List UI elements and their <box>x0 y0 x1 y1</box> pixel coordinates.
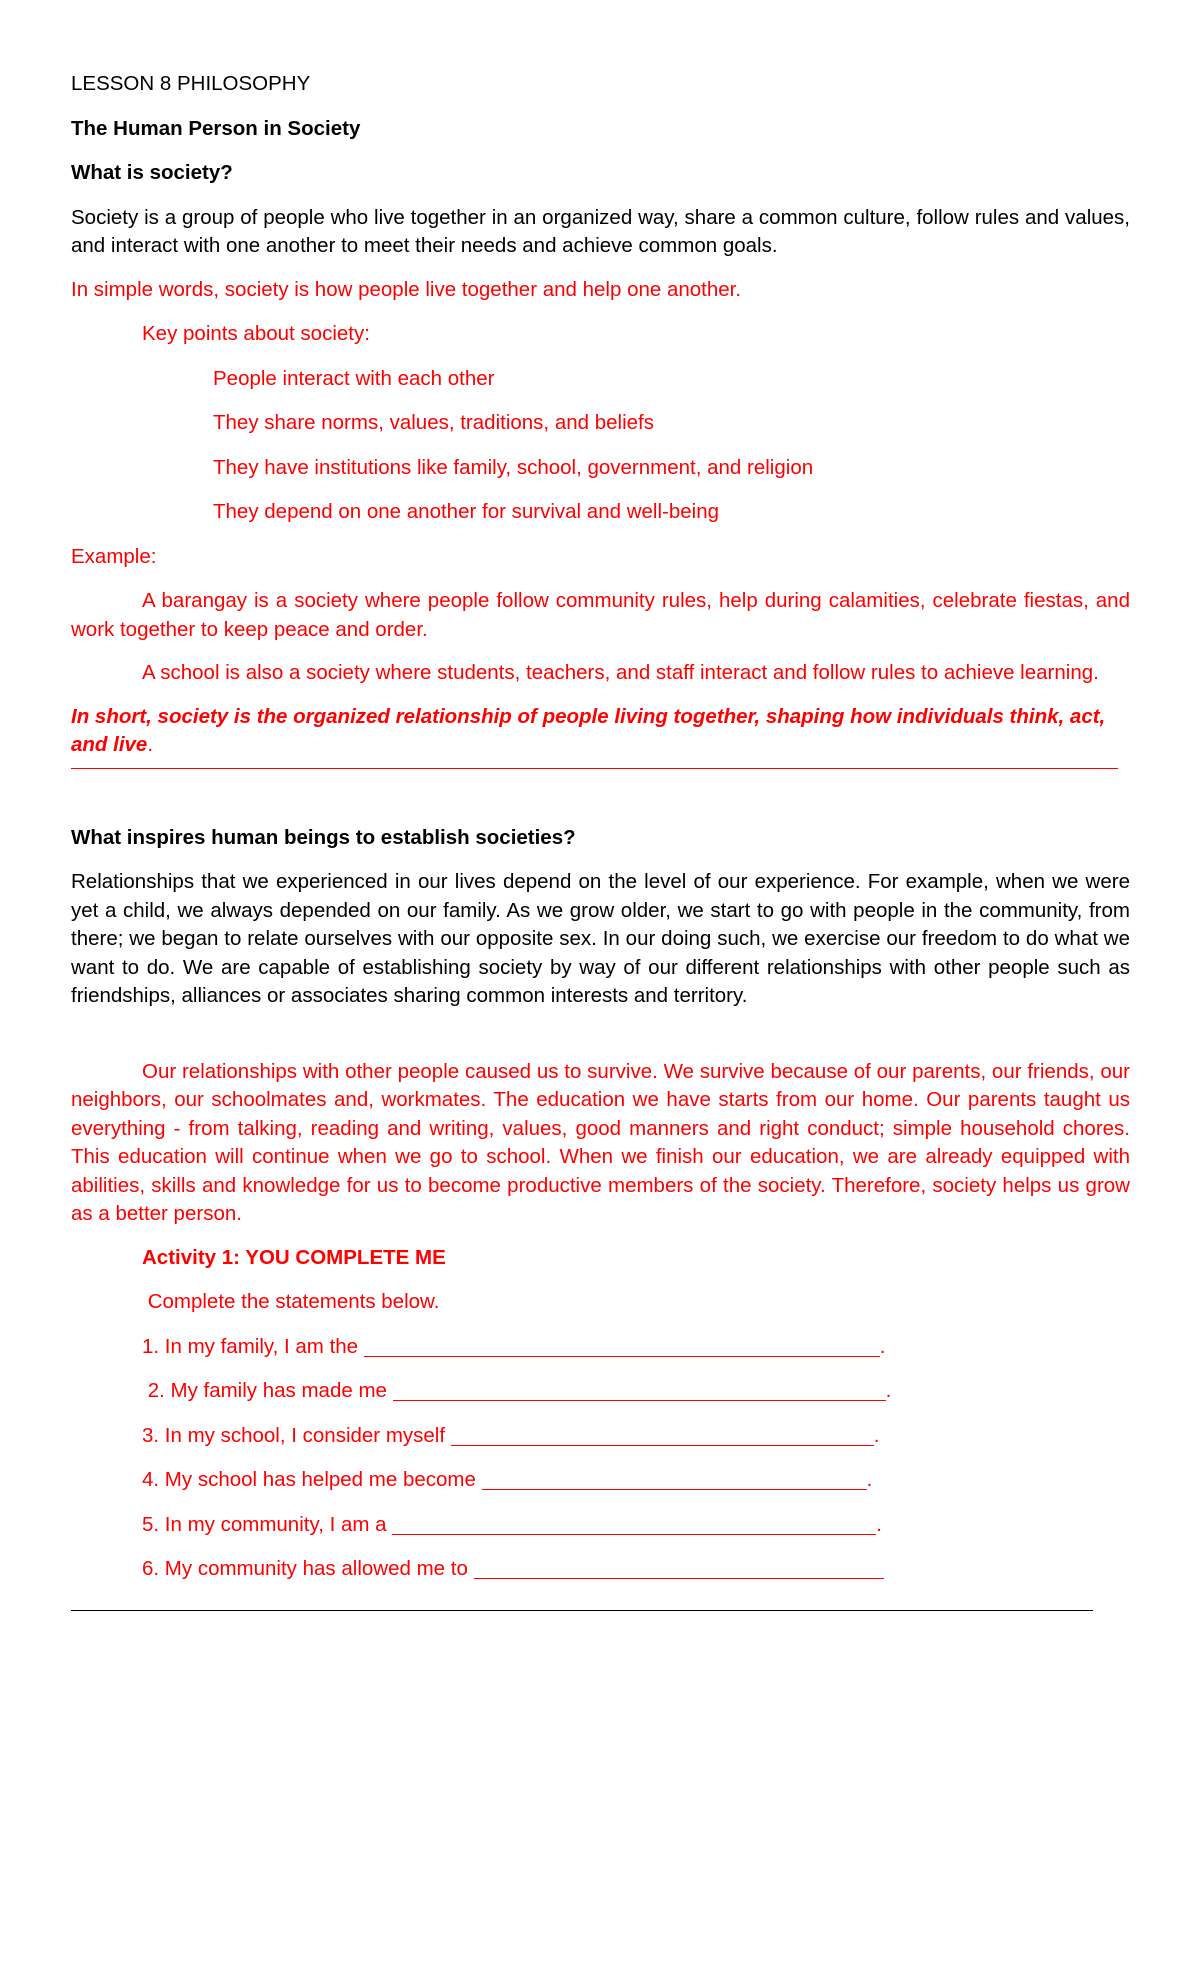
answer-blank[interactable] <box>482 1467 867 1490</box>
statement-end: . <box>885 1379 892 1402</box>
example-barangay: A barangay is a society where people follow community rules, help during calamities, celebrate fiestas, and work together to keep peace and order. <box>71 589 1130 641</box>
answer-blank[interactable] <box>451 1423 874 1446</box>
statement-text: 1. In my family, I am the <box>142 1334 364 1358</box>
answer-blank[interactable] <box>364 1334 880 1357</box>
answer-blank[interactable] <box>392 1512 876 1535</box>
statement-text: 6. My community has allowed me to <box>142 1557 474 1580</box>
page-end-rule <box>71 1610 1093 1611</box>
page-title: The Human Person in Society <box>71 116 361 140</box>
summary-text: In short, society is the organized relationship of people living together, shaping how individuals think, act, and live <box>71 704 1106 756</box>
statement-text: 5. In my community, I am a <box>142 1512 393 1536</box>
activity-item-3 <box>71 1422 1130 1451</box>
statement-end: . <box>876 1512 882 1536</box>
statement-text: 2. My family has made me <box>142 1379 393 1402</box>
activity-item-1 <box>71 1333 1130 1362</box>
survival-paragraph: Our relationships with other people caused us to survive. We survive because of our parents, our friends, our neighbors, our schoolmates and, workmates. The education we have starts from our home. Our parents taught us everything - from talking, reading and writing, values, good manners and right conduct; simple household chores. This education will continue when we go to school. When we finish our education, we are already equipped with abilities, skills and knowledge for us to become productive members of the society. Therefore, society helps us grow as a better person. <box>71 1059 1130 1225</box>
statement-end: . <box>866 1468 873 1491</box>
example-label: Example: <box>71 544 157 568</box>
activity-item-2 <box>71 1377 1130 1406</box>
activity-item-4 <box>71 1466 1130 1495</box>
key-point-item: They depend on one another for survival and well-being <box>213 500 719 523</box>
example-school: A school is also a society where students, teachers, and staff interact and follow rules to achieve learning. <box>142 661 1099 684</box>
key-points-label: Key points about society: <box>142 322 370 345</box>
activity-title: Activity 1: YOU COMPLETE ME <box>142 1245 446 1269</box>
answer-blank[interactable] <box>474 1556 884 1579</box>
statement-text: 4. My school has helped me become <box>142 1468 482 1491</box>
relationships-paragraph: Relationships that we experienced in our lives depend on the level of our experience. For example, when we were yet a child, we always depended on our family. As we grow older, we start to go with people in the community, from there; we began to relate ourselves with our opposite sex. In our doing such, we exercise our freedom to do what we want to do. We are capable of establishing society by way of our different relationships with other people such as friendships, alliances or associates sharing common interests and territory. <box>71 870 1130 1007</box>
simple-words: In simple words, society is how people live together and help one another. <box>71 277 742 301</box>
key-point-item: They have institutions like family, school, government, and religion <box>213 455 814 479</box>
summary-paragraph <box>71 703 1130 760</box>
activity-instruction: Complete the statements below. <box>142 1290 440 1313</box>
statement-end: . <box>879 1334 886 1358</box>
society-definition: Society is a group of people who live together in an organized way, share a common culture, follow rules and values, and interact with one another to meet their needs and achieve common goals. <box>71 205 1130 257</box>
question-heading-2: What inspires human beings to establish societies? <box>71 825 576 849</box>
lesson-label: LESSON 8 PHILOSOPHY <box>71 72 311 95</box>
statement-end: . <box>873 1423 880 1447</box>
key-point-item: They share norms, values, traditions, and beliefs <box>213 411 654 434</box>
document-page <box>71 70 1130 1611</box>
activity-item-5 <box>71 1511 1130 1540</box>
key-point-item: People interact with each other <box>213 366 495 390</box>
answer-blank[interactable] <box>393 1378 886 1401</box>
section-divider <box>71 768 1118 769</box>
summary-period: . <box>147 733 154 756</box>
question-heading-1: What is society? <box>71 161 233 184</box>
statement-text: 3. In my school, I consider myself <box>142 1423 451 1447</box>
activity-item-6 <box>71 1555 1130 1584</box>
